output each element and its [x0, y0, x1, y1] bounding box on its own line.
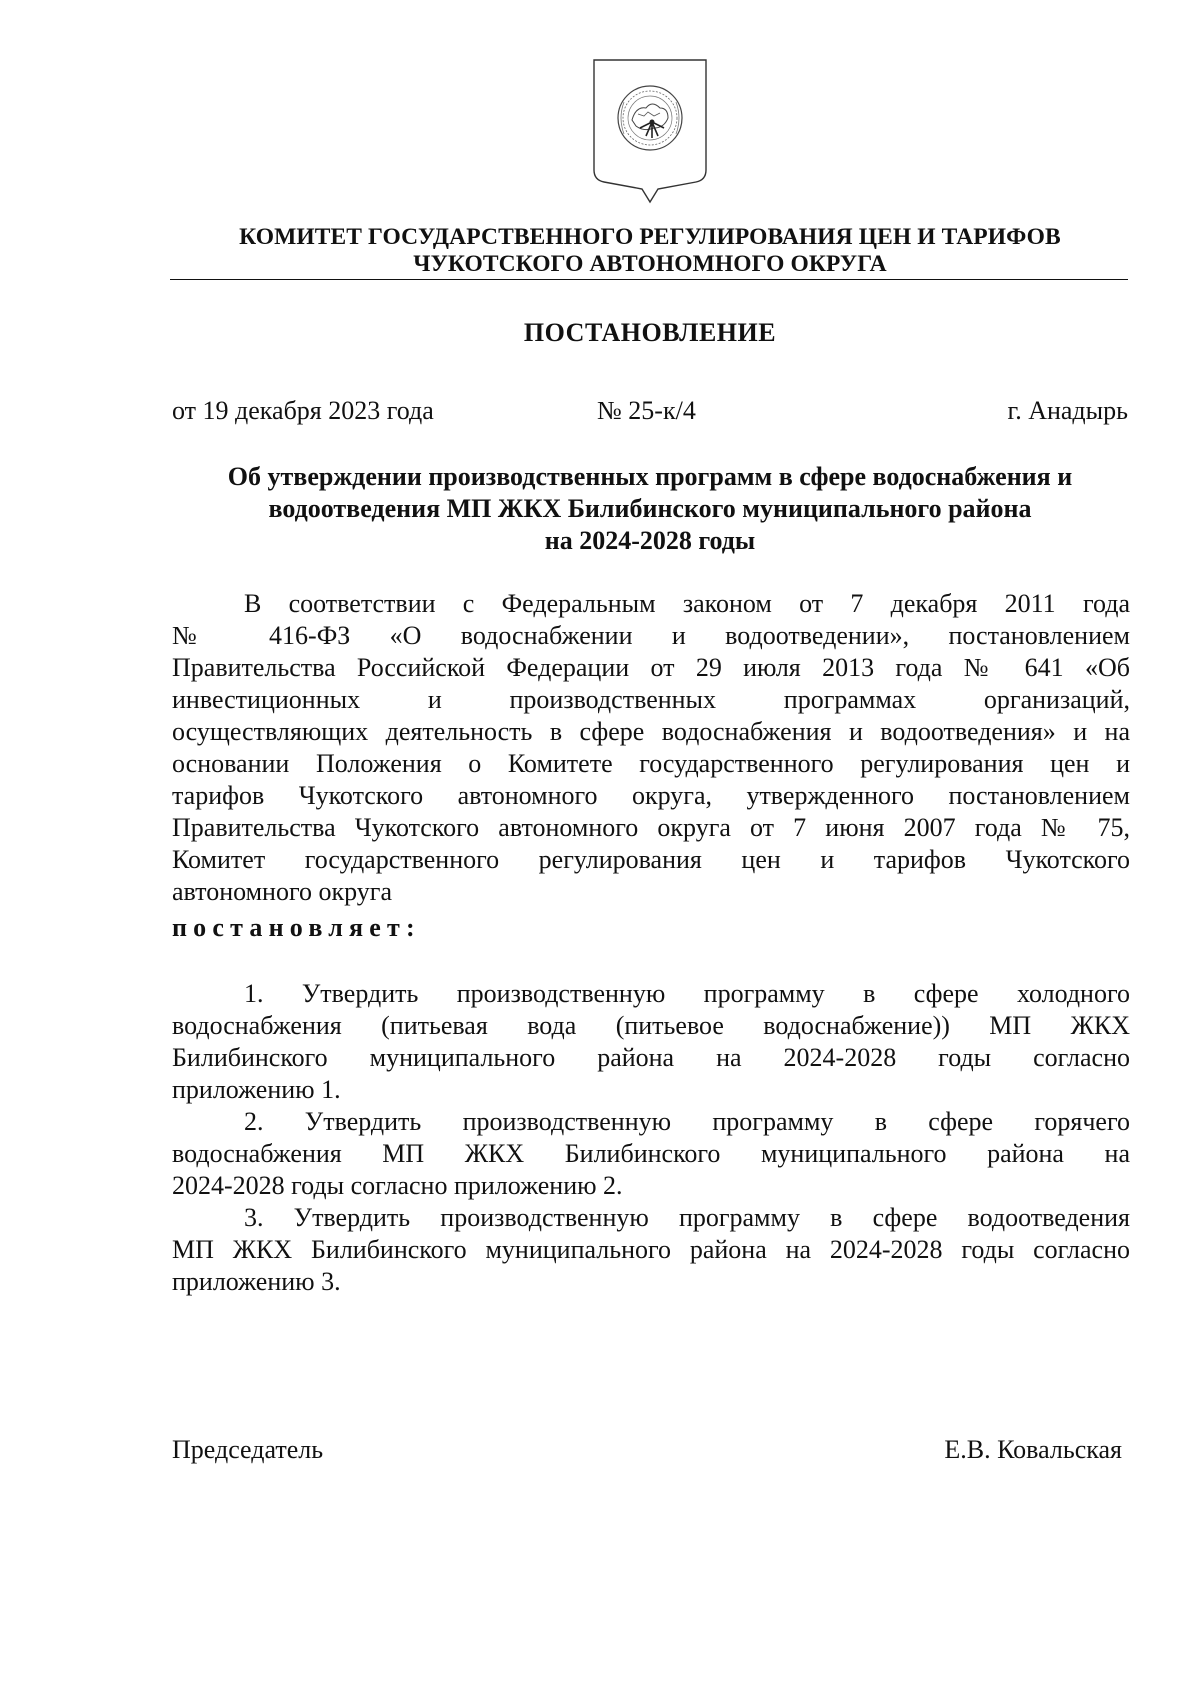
item-3-line: 3. Утвердить производственную программу в сфере водоотведения: [244, 1203, 1130, 1232]
document-title-line-3: на 2024-2028 годы: [544, 526, 756, 555]
coat-of-arms-icon: [588, 58, 712, 206]
item-1-line: Билибинского муниципального района на 2024-2028 годы согласно: [172, 1043, 1130, 1072]
item-1-line: водоснабжения (питьевая вода (питьевое водоснабжение)) МП ЖКХ: [172, 1011, 1130, 1040]
preamble-line: автономного округа: [172, 877, 392, 906]
preamble-line: Правительства Чукотского автономного округа от 7 июня 2007 года № 75,: [172, 813, 1130, 842]
preamble-line: инвестиционных и производственных программах организаций,: [172, 685, 1130, 714]
signature-name: Е.В. Ковальская: [944, 1435, 1122, 1464]
item-3-line: приложению 3.: [172, 1267, 341, 1296]
item-2-line: 2024-2028 годы согласно приложению 2.: [172, 1171, 623, 1200]
preamble-line: основании Положения о Комитете государственного регулирования цен и: [172, 749, 1130, 778]
item-2-line: водоснабжения МП ЖКХ Билибинского муниципального района на: [172, 1139, 1130, 1168]
preamble-line: № 416-ФЗ «О водоснабжении и водоотведении», постановлением: [172, 621, 1130, 650]
item-2-line: 2. Утвердить производственную программу в сфере горячего: [244, 1107, 1130, 1136]
document-number: № 25-к/4: [597, 396, 696, 425]
document-type: ПОСТАНОВЛЕНИЕ: [523, 318, 777, 347]
item-1-line: приложению 1.: [172, 1075, 341, 1104]
org-name-line-2: ЧУКОТСКОГО АВТОНОМНОГО ОКРУГА: [413, 251, 887, 277]
preamble-line: Комитет государственного регулирования цен и тарифов Чукотского: [172, 845, 1130, 874]
preamble-line: Правительства Российской Федерации от 29 июля 2013 года № 641 «Об: [172, 653, 1130, 682]
document-title-line-1: Об утверждении производственных программ в сфере водоснабжения и: [227, 462, 1073, 491]
decree-word: постановляет:: [172, 913, 421, 942]
preamble-line: осуществляющих деятельность в сфере водоснабжения и водоотведения» и на: [172, 717, 1130, 746]
signature-role: Председатель: [172, 1435, 324, 1464]
document-date: от 19 декабря 2023 года: [172, 396, 434, 425]
preamble-paragraph: [172, 588, 1130, 908]
preamble-line: В соответствии с Федеральным законом от 7 декабря 2011 года: [244, 589, 1130, 618]
header-divider: [170, 279, 1128, 280]
preamble-line: тарифов Чукотского автономного округа, утвержденного постановлением: [172, 781, 1130, 810]
document-city: г. Анадырь: [1007, 396, 1128, 425]
item-1-line: 1. Утвердить производственную программу в сфере холодного: [244, 979, 1130, 1008]
document-title-line-2: водоотведения МП ЖКХ Билибинского муниципального района: [268, 494, 1032, 523]
org-name-line-1: КОМИТЕТ ГОСУДАРСТВЕННОГО РЕГУЛИРОВАНИЯ ЦЕН И ТАРИФОВ: [239, 224, 1061, 250]
decree-items: [172, 978, 1130, 1298]
item-3-line: МП ЖКХ Билибинского муниципального района на 2024-2028 годы согласно: [172, 1235, 1130, 1264]
